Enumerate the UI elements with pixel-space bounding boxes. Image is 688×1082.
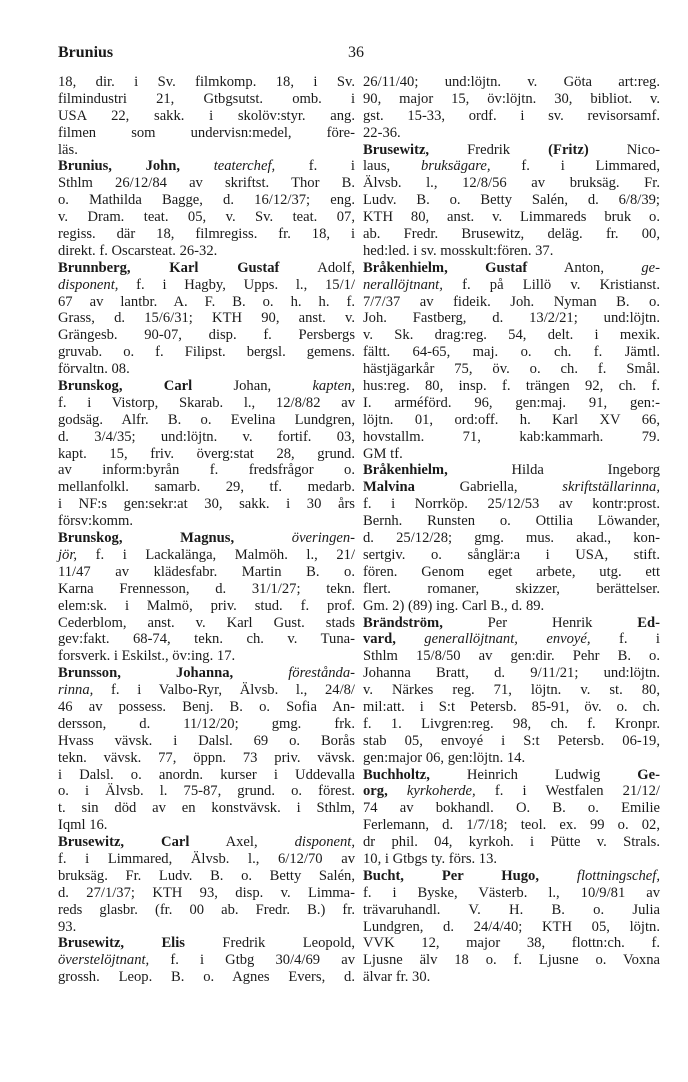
text-line [58,682,355,699]
entry-text [233,665,288,681]
text-line [58,446,355,463]
running-head: Brunius [58,44,114,61]
entry-text: Johanna Bratt, d. 9/11/21; und:löjtn. [363,665,660,682]
entry-text: f. i Limmared, Älvsb. l., 6/12/70 av [58,850,355,867]
entry-text: 74 av bokhandl. O. B. o. Emilie [363,800,660,817]
text-line [363,378,660,395]
entry-text: d. 3/4/35; und:löjtn. v. fortif. 03, [58,428,355,445]
page-number: 36 [348,44,364,61]
entry-text: sertgiv. o. sånglär:a i USA, stift. [363,546,660,563]
text-line [363,530,660,547]
entry-text: f. i Limmared, [490,158,660,175]
text-line [363,310,660,327]
text-line [58,919,355,936]
entry-title: ge- [641,259,661,276]
text-line [363,361,660,378]
entry-text: v. Sk. drag:reg. 54, delt. i mexik. [363,327,660,344]
text-line [363,125,660,142]
entry-title: generallöjtnant, envoyé, [424,631,591,648]
text-line [363,952,660,969]
text-line [363,648,660,665]
entry-text: Axel, [189,834,295,851]
text-line [58,192,355,209]
text-line [58,496,355,513]
entry-text: älvar fr. 30. [363,969,431,986]
text-line [58,412,355,429]
entry-title: förestånda- [288,665,355,682]
text-line [363,175,660,192]
entry-text: mil:att. i S:t Petersb. 85-91, öv. o. ch. [363,698,660,715]
text-line [58,615,355,632]
text-line [363,344,660,361]
text-line [363,412,660,429]
text-line [58,513,355,530]
entry-text: filmen som undervisn:medel, före- [58,124,355,141]
text-line [363,851,660,868]
entry-text: Sthlm 26/12/84 av skriftst. Thor B. [58,175,355,192]
entry-name: (Fritz) [548,141,589,158]
entry-text: Ferlemann, d. 1/7/18; teol. ex. 99 o. 02, [363,817,660,834]
entry-text [234,530,292,546]
entry-text: förvaltn. 08. [58,361,130,378]
entry-text: av inform:byrån f. fredsfrågor o. [58,462,355,479]
entry-text: gst. 15-33, ordf. i sv. revisorsamf. [363,107,660,124]
entry-text: bruksäg. Fr. Ludv. B. o. Betty Salén, [58,867,355,884]
entry-text: forsverk. i Eskilst., öv:ing. 17. [58,648,236,665]
text-line [363,209,660,226]
entry-text: trävaruhandl. V. H. B. o. Julia [363,901,660,918]
text-line [58,851,355,868]
text-line [363,615,660,632]
text-line [58,327,355,344]
entry-text: flert. romaner, skizzer, berättelser. [363,580,660,597]
entry-text: f. i Hagby, Upps. l., 15/1/ [118,276,355,293]
text-line [58,142,355,159]
entry-text: 22-36. [363,124,401,141]
entry-text: Per Henrik [442,614,638,631]
entry-text: Sthlm 15/8/50 av gen:dir. Pehr B. o. [363,648,660,665]
text-line [58,530,355,547]
text-line [58,648,355,665]
text-line [58,902,355,919]
text-line [58,952,355,969]
entry-text: mellanfolkl. samarb. 29, tf. medarb. [58,479,355,496]
text-line [58,91,355,108]
entry-text: regiss. där 18, filmregiss. fr. 18, i [58,226,355,243]
entry-text: f. i Vistorp, Skarab. l., 12/8/82 av [58,394,355,411]
entry-text: dr phil. 04, kyrkoh. i Pütte v. Strals. [363,834,660,851]
entry-name: Buchholtz, [363,766,430,783]
text-line [58,817,355,834]
entry-text: o. Mathilda Bagge, d. 16/12/37; eng. [58,192,355,209]
text-line [363,243,660,260]
text-line [58,716,355,733]
text-line [363,294,660,311]
entry-title: skriftställarinna, [562,479,660,496]
entry-text: Gm. 2) (89) ing. Carl B., d. 89. [363,597,545,614]
entry-text: Hilda Ingeborg [447,462,660,479]
entry-text: laus, [363,158,421,175]
entry-text: Ludv. B. o. Betty Salén, d. 6/8/39; [363,192,660,209]
entry-text: Iqml 16. [58,817,108,834]
entry-text: direkt. f. Oscarsteat. 26-32. [58,242,218,259]
entry-text: 26/11/40; und:löjtn. v. Göta art:reg. [363,74,660,90]
entry-title: kyrkoherde, [406,783,476,800]
entry-text: I. arméförd. 96, gen:maj. 91, gen:- [363,394,660,411]
text-line [363,767,660,784]
entry-text: kapt. 15, friv. överg:stat 28, grund. [58,445,355,462]
text-line [363,142,660,159]
text-line [58,294,355,311]
entry-text: dersson, d. 11/12/20; gmg. frk. [58,715,355,732]
entry-text: 46 av possess. Benj. B. o. Sofia An- [58,698,355,715]
text-line [58,226,355,243]
entry-text: försv:komm. [58,513,133,530]
text-line [363,969,660,986]
entry-name: Brunsson, Johanna, [58,665,234,682]
text-line [363,74,660,91]
entry-text: 93. [58,918,77,935]
entry-name: Brunnberg, Karl Gustaf [58,259,280,276]
text-line [363,260,660,277]
entry-text: löjtn. 01, ord:off. h. Karl XV 66, [363,411,660,428]
text-line [58,378,355,395]
text-line [58,243,355,260]
text-line [58,969,355,986]
entry-text: f. i Valbo-Ryr, Älvsb. l., 24/8/ [93,682,355,699]
entry-text: ab. Fredr. Brusewitz, deläg. fr. 00, [363,226,660,243]
entry-name: Brusewitz, Carl [58,834,190,851]
entry-text: USA 22, sakk. i skolöv:styr. ang. [58,107,355,124]
text-line [363,885,660,902]
entry-text: grossh. Leop. B. o. Agnes Evers, d. [58,969,355,986]
entry-text: Lundgren, d. 24/4/40; KTH 05, löjtn. [363,918,660,935]
entry-name: org, [363,783,388,800]
text-line [58,158,355,175]
text-line [58,699,355,716]
entry-text: 90, major 15, öv:löjtn. 30, bibliot. v. [363,90,660,107]
text-line [363,834,660,851]
entry-text: hus:reg. 80, insp. f. trängen 92, ch. f. [363,378,660,395]
entry-name: Ed- [637,614,660,631]
text-line [58,175,355,192]
entry-text: KTH 80, anst. v. Limmareds bruk o. [363,209,660,226]
entry-text: Nico- [588,141,660,158]
entry-title: disponent, [58,276,119,293]
text-line [58,564,355,581]
entry-text: i Dalsl. o. anordn. kurser i Uddevalla [58,766,355,783]
left-column [58,74,355,986]
text-line [363,479,660,496]
entry-text: fältt. 64-65, maj. o. ch. f. Jämtl. [363,344,660,361]
text-line [58,598,355,615]
entry-text: fören. Genom eget arbete, utg. ett [363,563,660,580]
entry-text: f. i Norrköp. 25/12/53 av kontr:prost. [363,496,660,513]
text-line [363,682,660,699]
entry-text: elem:sk. i Malmö, priv. stud. f. prof. [58,597,355,614]
entry-text: 10, i Gtbgs ty. förs. 13. [363,850,498,867]
entry-text: Gabriella, [414,479,563,496]
text-line [363,462,660,479]
text-line [58,631,355,648]
entry-text: v. Närkes reg. 71, löjtn. v. st. 80, [363,682,660,699]
entry-text: filmindustri 21, Gtbgsutst. omb. i [58,90,355,107]
text-line [363,750,660,767]
entry-text: VVK 12, major 38, flottn:ch. f. [363,935,660,952]
entry-text [388,783,407,799]
entry-text: Adolf, [279,259,355,276]
entry-text: 7/7/37 av fideik. Joh. Nyman B. o. [363,293,660,310]
entry-text: gruvab. o. f. Filipst. bergsl. gemens. [58,344,355,361]
entry-text: tekn. vävsk. 77, öppn. 73 priv. vävsk. [58,749,355,766]
entry-title: överstelöjtnant, [58,952,150,969]
text-line [363,699,660,716]
text-line [58,868,355,885]
entry-text: Anton, [527,259,642,276]
text-line [363,513,660,530]
text-line [58,74,355,91]
text-line [363,902,660,919]
text-line [363,446,660,463]
text-line [58,800,355,817]
entry-text: Joh. Fastberg, d. 13/2/21; und:löjtn. [363,310,660,327]
text-line [58,733,355,750]
text-line [363,665,660,682]
entry-text: Fredrik [429,141,549,158]
text-line [363,226,660,243]
entry-name: vard, [363,631,396,648]
entry-title: flottningschef, [576,867,660,884]
entry-text: GM tf. [363,445,403,462]
text-line [58,277,355,294]
text-line [58,767,355,784]
entry-text: f. i Westfalen 21/12/ [475,783,660,800]
entry-text: d. 27/1/37; KTH 93, disp. v. Limma- [58,884,355,901]
text-line [58,462,355,479]
entry-text [539,868,577,884]
text-line [363,631,660,648]
text-line [58,885,355,902]
entry-name: Bråkenhielm, [363,462,448,479]
entry-name: Ge- [637,766,660,783]
text-line [363,868,660,885]
text-line [58,125,355,142]
text-line [363,817,660,834]
entry-text: Grängesb. 90-07, disp. f. Persbergs [58,327,355,344]
text-line [363,395,660,412]
entry-text: Ljusne älv 18 o. f. Ljusne o. Voxna [363,952,660,969]
entry-text: hovstallm. 71, kab:kammarh. 79. [363,428,660,445]
entry-text: Bernh. Runsten o. Ottilia Löwander, [363,513,660,530]
text-line [58,581,355,598]
page-header [58,44,658,68]
text-line [58,783,355,800]
text-line [58,260,355,277]
text-line [363,581,660,598]
entry-text: 11/47 av klädesfabr. Martin B. o. [58,563,355,580]
entry-text: t. sin död av en konstvävsk. i Sthlm, [58,800,355,817]
entry-text: f. 1. Livgren:reg. 98, ch. f. Kronpr. [363,715,660,732]
entry-text: f. i Gtbg 30/4/69 av [149,952,355,969]
entry-title: kapten, [312,378,356,395]
text-line [58,665,355,682]
text-line [58,108,355,125]
text-line [58,479,355,496]
text-line [363,192,660,209]
text-line [58,429,355,446]
entry-text: hed:led. i sv. mosskult:fören. 37. [363,242,554,259]
entry-text: 67 av lantbr. A. F. B. o. h. h. f. [58,293,355,310]
entry-title: rinna, [58,682,94,699]
entry-text: Karna Frennesson, d. 31/1/27; tekn. [58,580,355,597]
text-line [58,547,355,564]
text-line [58,395,355,412]
entry-name: Brusewitz, [363,141,430,158]
entry-text: f. i Lackalänga, Malmöh. l., 21/ [77,546,355,563]
entry-text [180,158,214,174]
entry-title: överingen- [291,530,355,547]
entry-text: stab 05, envoyé i S:t Petersb. 06-19, [363,732,660,749]
entry-text [396,631,424,647]
entry-name: Brunius, John, [58,158,181,175]
entry-text: godsäg. Alfr. B. o. Evelina Lundgren, [58,411,355,428]
entry-text: Hvass vävsk. i Dalsl. 69 o. Borås [58,732,355,749]
text-line [58,750,355,767]
entry-name: Brusewitz, Elis [58,935,185,952]
entry-text: Johan, [192,378,313,395]
text-line [363,277,660,294]
text-line [58,935,355,952]
text-line [363,108,660,125]
entry-title: teaterchef, [213,158,276,175]
text-line [363,429,660,446]
entry-text: hästjägarkår 75, öv. o. ch. f. Smål. [363,361,660,378]
text-line [363,935,660,952]
text-line [363,327,660,344]
entry-text: f. i [275,158,355,175]
text-line [363,800,660,817]
entry-name: Brunskog, Carl [58,378,193,395]
entry-text: läs. [58,141,78,158]
entry-title: disponent, [294,834,355,851]
entry-text: gen:major 06, gen:löjtn. 14. [363,749,526,766]
text-line [58,361,355,378]
entry-text: 18, dir. i Sv. filmkomp. 18, i Sv. [58,74,355,90]
entry-text: f. på Lillö v. Kristianst. [442,276,660,293]
text-line [58,209,355,226]
entry-name: Brunskog, Magnus, [58,530,235,547]
text-line [363,598,660,615]
entry-text: f. i [590,631,660,648]
entry-text: gev:fakt. 68-74, tekn. ch. v. Tuna- [58,631,355,648]
text-line [58,344,355,361]
entry-text: v. Dram. teat. 05, v. Sv. teat. 07, [58,209,355,226]
text-line [363,496,660,513]
text-line [363,158,660,175]
entry-text: Cederblom, anst. v. Karl Gust. stads [58,614,355,631]
entry-title: nerallöjtnant, [363,276,443,293]
text-line [363,564,660,581]
text-line [363,716,660,733]
entry-text: Älvsb. l., 12/8/56 av bruksäg. Fr. [363,175,660,192]
entry-text: Grass, d. 15/6/31; KTH 90, anst. v. [58,310,355,327]
text-line [363,91,660,108]
text-line [58,310,355,327]
entry-name: Brändström, [363,614,443,631]
text-line [363,547,660,564]
entry-title: bruksägare, [420,158,491,175]
text-line [363,919,660,936]
entry-text: i NF:s gen:sekr:at 30, sakk. i 30 års [58,496,355,513]
entry-text: d. 25/12/28; gmg. mus. akad., kon- [363,530,660,547]
entry-name: Malvina [363,479,415,496]
entry-name: Bucht, Per Hugo, [363,867,540,884]
entry-text: reds glasbr. (fr. 00 ab. Fredr. B.) fr. [58,901,355,918]
entry-text: o. i Älvsb. l. 75-87, grund. o. förest. [58,783,355,800]
entry-name: Bråkenhielm, Gustaf [363,259,528,276]
entry-text: f. i Byske, Västerb. l., 10/9/81 av [363,884,660,901]
entry-title: jör, [58,546,78,563]
entry-text: Fredrik Leopold, [184,935,355,952]
entry-text: Heinrich Ludwig [429,766,638,783]
text-line [363,783,660,800]
text-line [363,733,660,750]
text-line [58,834,355,851]
right-column [363,74,660,986]
